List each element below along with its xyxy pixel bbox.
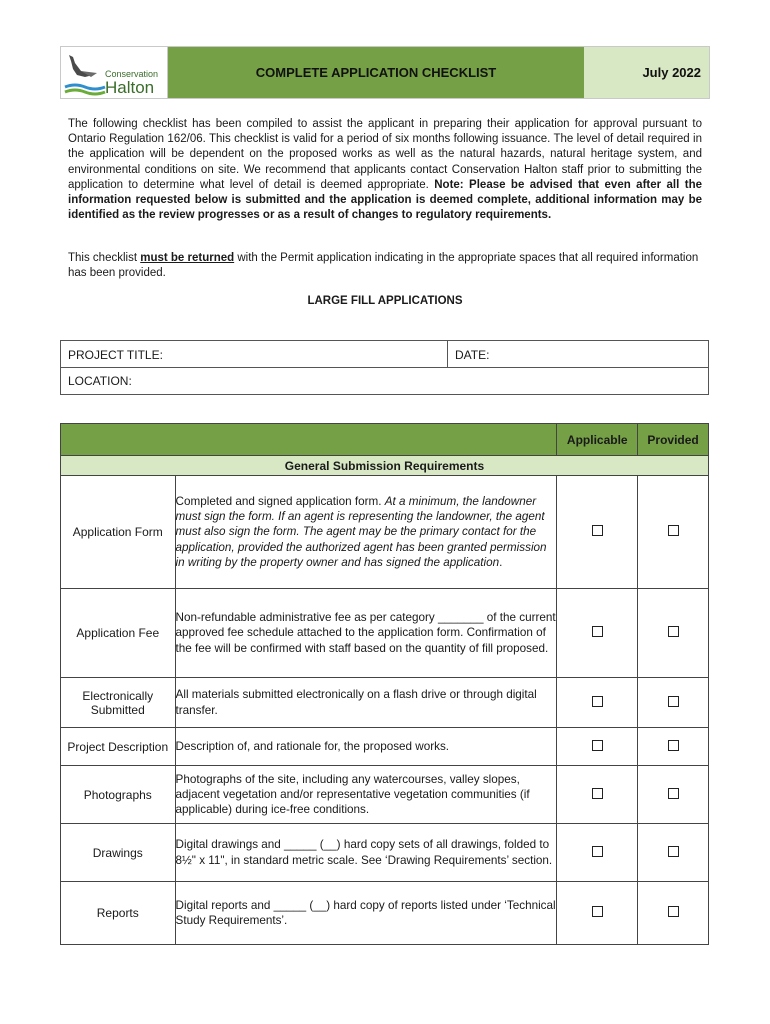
provided-checkbox[interactable] [668, 740, 679, 751]
row-label: Reports [61, 882, 176, 945]
table-row [61, 824, 709, 882]
applicable-checkbox[interactable] [592, 846, 603, 857]
conservation-halton-logo [61, 47, 168, 98]
intro-text: The following checklist has been compiled to assist the applicant in preparing their application for approval pursuant to Ontario Regulation 162/06. This checklist is valid for a period of six months following issuance. The level of detail required in the application will be dependent on the proposed works as well as the natural hazards, natural heritage system, and environmental conditions on site. We recommend that applicants contact Conservation Halton staff prior to submitting the application to determine what level of detail is deemed appropriate. [68, 118, 702, 191]
row-label: Electronically Submitted [61, 678, 176, 728]
group-header-row [61, 456, 709, 476]
section-title: LARGE FILL APPLICATIONS [307, 295, 463, 307]
table-row [61, 728, 709, 766]
applicable-checkbox[interactable] [592, 626, 603, 637]
logo-text-bottom: Halton [105, 78, 155, 97]
document-header [60, 46, 710, 99]
applicable-checkbox[interactable] [592, 525, 603, 536]
document-title: COMPLETE APPLICATION CHECKLIST [168, 47, 584, 98]
table-row [61, 476, 709, 589]
return-note-pre: This checklist [68, 252, 141, 264]
col-applicable: Applicable [557, 424, 638, 456]
provided-checkbox[interactable] [668, 846, 679, 857]
project-info-box [60, 340, 709, 395]
return-note-post: with the Permit application indicating in the appropriate spaces that all required information has been provided. [68, 252, 699, 280]
logo-text-top: Conservation [105, 69, 159, 79]
row-label: Project Description [61, 728, 176, 766]
row-label: Photographs [61, 766, 176, 824]
project-title-field[interactable] [61, 341, 448, 367]
document-date: July 2022 [584, 47, 709, 98]
intro-paragraph [68, 117, 702, 223]
row-description: Photographs of the site, including any watercourses, valley slopes, adjacent vegetation and/or representative vegetation communities (if applicable) during ice-free conditions. [175, 766, 557, 824]
row-label: Application Form [61, 476, 176, 589]
col-provided: Provided [638, 424, 709, 456]
applicable-checkbox[interactable] [592, 696, 603, 707]
applicable-checkbox[interactable] [592, 788, 603, 799]
table-header-row [61, 424, 709, 456]
row-description: Completed and signed application form. At a minimum, the landowner must sign the form. If an agent is representing the landowner, the agent must also sign the form. The agent may be the primary contact for the application, provided the authorized agent has been granted permission in writing by the property owner and has signed the application. [175, 476, 557, 589]
provided-checkbox[interactable] [668, 788, 679, 799]
intro-note: Note: Please be advised that even after all the information requested below is submitted and the application is deemed complete, additional information may be identified as the review progresses or as a result of changes to regulatory requirements. [68, 178, 702, 222]
provided-checkbox[interactable] [668, 525, 679, 536]
provided-checkbox[interactable] [668, 906, 679, 917]
project-title-label: PROJECT TITLE: [68, 348, 163, 362]
date-label: DATE: [455, 348, 490, 362]
provided-checkbox[interactable] [668, 696, 679, 707]
location-field[interactable] [61, 368, 708, 388]
row-label: Application Fee [61, 589, 176, 678]
row-description: Non-refundable administrative fee as per category _______ of the current approved fee schedule attached to the application form. Confirmation of the fee will be confirmed with staff based on the quantity of fill proposed. [175, 589, 557, 678]
applicable-checkbox[interactable] [592, 906, 603, 917]
table-row [61, 882, 709, 945]
table-row [61, 678, 709, 728]
location-label: LOCATION: [68, 374, 132, 388]
row-description: All materials submitted electronically on a flash drive or through digital transfer. [175, 678, 557, 728]
group-title: General Submission Requirements [61, 456, 709, 476]
row-label: Drawings [61, 824, 176, 882]
row-description: Digital reports and _____ (__) hard copy of reports listed under ‘Technical Study Requirements’. [175, 882, 557, 945]
return-note [68, 251, 702, 281]
applicable-checkbox[interactable] [592, 740, 603, 751]
return-note-emphasis: must be returned [140, 252, 235, 264]
table-row [61, 766, 709, 824]
date-field[interactable] [448, 341, 708, 367]
row-description: Digital drawings and _____ (__) hard copy sets of all drawings, folded to 8½" x 11", in standard metric scale. See ‘Drawing Requirements’ section. [175, 824, 557, 882]
checklist-table [60, 423, 709, 945]
table-row [61, 589, 709, 678]
provided-checkbox[interactable] [668, 626, 679, 637]
row-description: Description of, and rationale for, the proposed works. [175, 728, 557, 766]
